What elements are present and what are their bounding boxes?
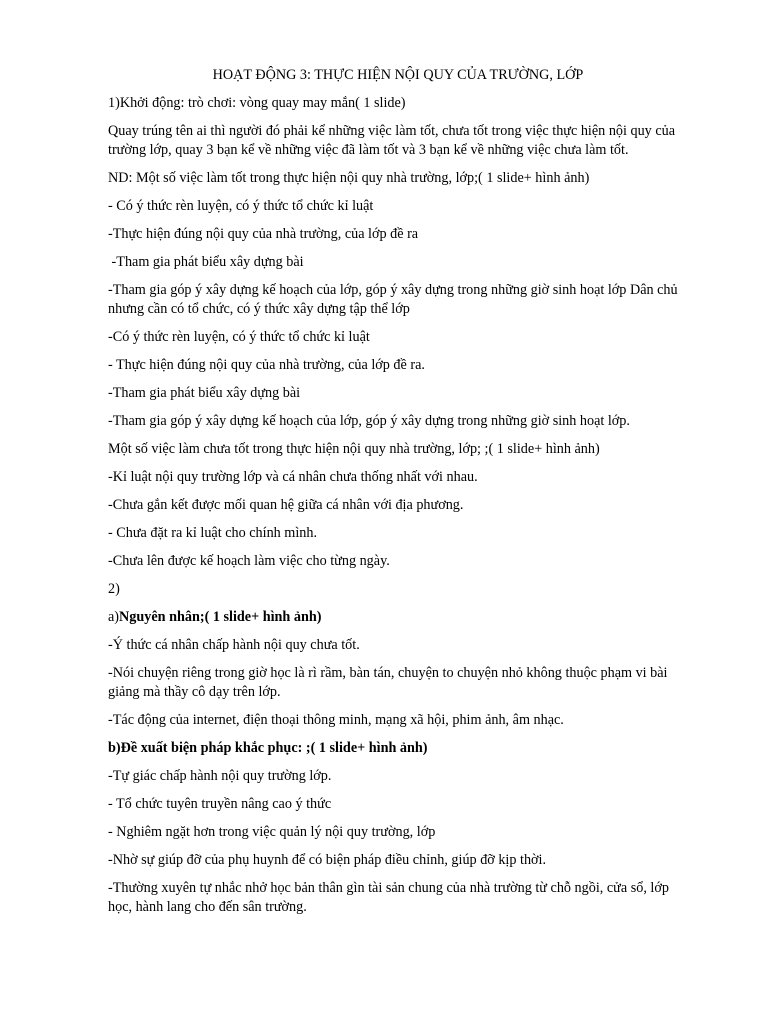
paragraph-text: - Nghiêm ngặt hơn trong việc quản lý nội quy trường, lớp: [108, 824, 436, 840]
paragraph: [108, 440, 688, 459]
paragraph: [108, 253, 688, 272]
paragraph: [108, 608, 688, 627]
paragraph-text: -Thực hiện đúng nội quy của nhà trường, của lớp đề ra: [108, 226, 419, 242]
paragraph: [108, 356, 688, 375]
paragraph-text: 1)Khởi động: trò chơi: vòng quay may mắn( 1 slide): [108, 95, 406, 111]
paragraph-heading: Nguyên nhân;( 1 slide+ hình ảnh): [119, 609, 322, 625]
paragraph-text: -Tự giác chấp hành nội quy trường lớp.: [108, 768, 332, 784]
paragraph: [108, 851, 688, 870]
paragraph-text: -Chưa lên được kế hoạch làm việc cho từng ngày.: [108, 553, 390, 569]
paragraph: [108, 122, 688, 160]
paragraph-text: -Tác động của internet, điện thoại thông minh, mạng xã hội, phim ảnh, âm nhạc.: [108, 712, 564, 728]
paragraph-text: -Tham gia phát biểu xây dựng bài: [108, 385, 301, 401]
paragraph-text: - Chưa đặt ra kỉ luật cho chính mình.: [108, 525, 318, 541]
paragraph: [108, 328, 688, 347]
paragraph: [108, 739, 688, 758]
paragraph: [108, 879, 688, 917]
paragraph-text: 2): [108, 581, 120, 597]
paragraph-text: - Thực hiện đúng nội quy của nhà trường, của lớp đề ra.: [108, 357, 425, 373]
paragraph-text: Quay trúng tên ai thì người đó phải kể những việc làm tốt, chưa tốt trong việc thực hiện nội quy của trường lớp, quay 3 bạn kể về những việc đã làm tốt và 3 bạn kể về những việc chưa làm tốt.: [108, 123, 679, 158]
paragraph-text: ND: Một số việc làm tốt trong thực hiện nội quy nhà trường, lớp;( 1 slide+ hình ảnh): [108, 170, 590, 186]
paragraph: [108, 664, 688, 702]
paragraph-text: -Thường xuyên tự nhắc nhở học bản thân gìn tài sản chung của nhà trường từ chỗ ngồi, cửa sổ, lớp học, hành lang cho đến sân trường.: [108, 880, 673, 915]
document-body: [108, 94, 688, 917]
document-page: [108, 66, 688, 926]
paragraph: [108, 636, 688, 655]
paragraph: [108, 94, 688, 113]
paragraph: [108, 524, 688, 543]
paragraph: [108, 795, 688, 814]
paragraph: [108, 552, 688, 571]
paragraph-text: -Tham gia góp ý xây dựng kế hoạch của lớp, góp ý xây dựng trong những giờ sinh hoạt lớp.: [108, 413, 630, 429]
paragraph-text: -Tham gia phát biểu xây dựng bài: [108, 254, 304, 270]
paragraph: [108, 580, 688, 599]
paragraph: [108, 225, 688, 244]
paragraph-text: -Chưa gắn kết được mối quan hệ giữa cá nhân với địa phương.: [108, 497, 464, 513]
paragraph: [108, 384, 688, 403]
paragraph-text: -Kỉ luật nội quy trường lớp và cá nhân chưa thống nhất với nhau.: [108, 469, 478, 485]
paragraph-text: -Nhờ sự giúp đỡ của phụ huynh để có biện pháp điều chỉnh, giúp đỡ kịp thời.: [108, 852, 547, 868]
paragraph-text: - Có ý thức rèn luyện, có ý thức tổ chức kỉ luật: [108, 198, 374, 214]
paragraph-text: -Nói chuyện riêng trong giờ học là rì rầm, bàn tán, chuyện to chuyện nhỏ không thuộc phạm vi bài giảng mà thầy cô dạy trên lớp.: [108, 665, 672, 700]
paragraph: [108, 169, 688, 188]
paragraph-text: Một số việc làm chưa tốt trong thực hiện nội quy nhà trường, lớp; ;( 1 slide+ hình ảnh): [108, 441, 600, 457]
paragraph-prefix: a): [108, 609, 120, 625]
paragraph-text: - Tổ chức tuyên truyền nâng cao ý thức: [108, 796, 332, 812]
paragraph: [108, 281, 688, 319]
paragraph: [108, 823, 688, 842]
paragraph: [108, 711, 688, 730]
paragraph-text: -Ý thức cá nhân chấp hành nội quy chưa tốt.: [108, 637, 360, 653]
paragraph-heading: b)Đề xuất biện pháp khắc phục: ;( 1 slide+ hình ảnh): [108, 740, 428, 756]
paragraph: [108, 197, 688, 216]
paragraph-text: -Tham gia góp ý xây dựng kế hoạch của lớp, góp ý xây dựng trong những giờ sinh hoạt lớp Dân chủ nhưng cần có tổ chức, có ý thức xây dựng tập thể lớp: [108, 282, 682, 317]
paragraph: [108, 412, 688, 431]
document-title: HOẠT ĐỘNG 3: THỰC HIỆN NỘI QUY CỦA TRƯỜNG, LỚP: [212, 67, 584, 83]
paragraph: [108, 468, 688, 487]
paragraph: [108, 767, 688, 786]
paragraph-text: -Có ý thức rèn luyện, có ý thức tổ chức kỉ luật: [108, 329, 370, 345]
paragraph: [108, 496, 688, 515]
